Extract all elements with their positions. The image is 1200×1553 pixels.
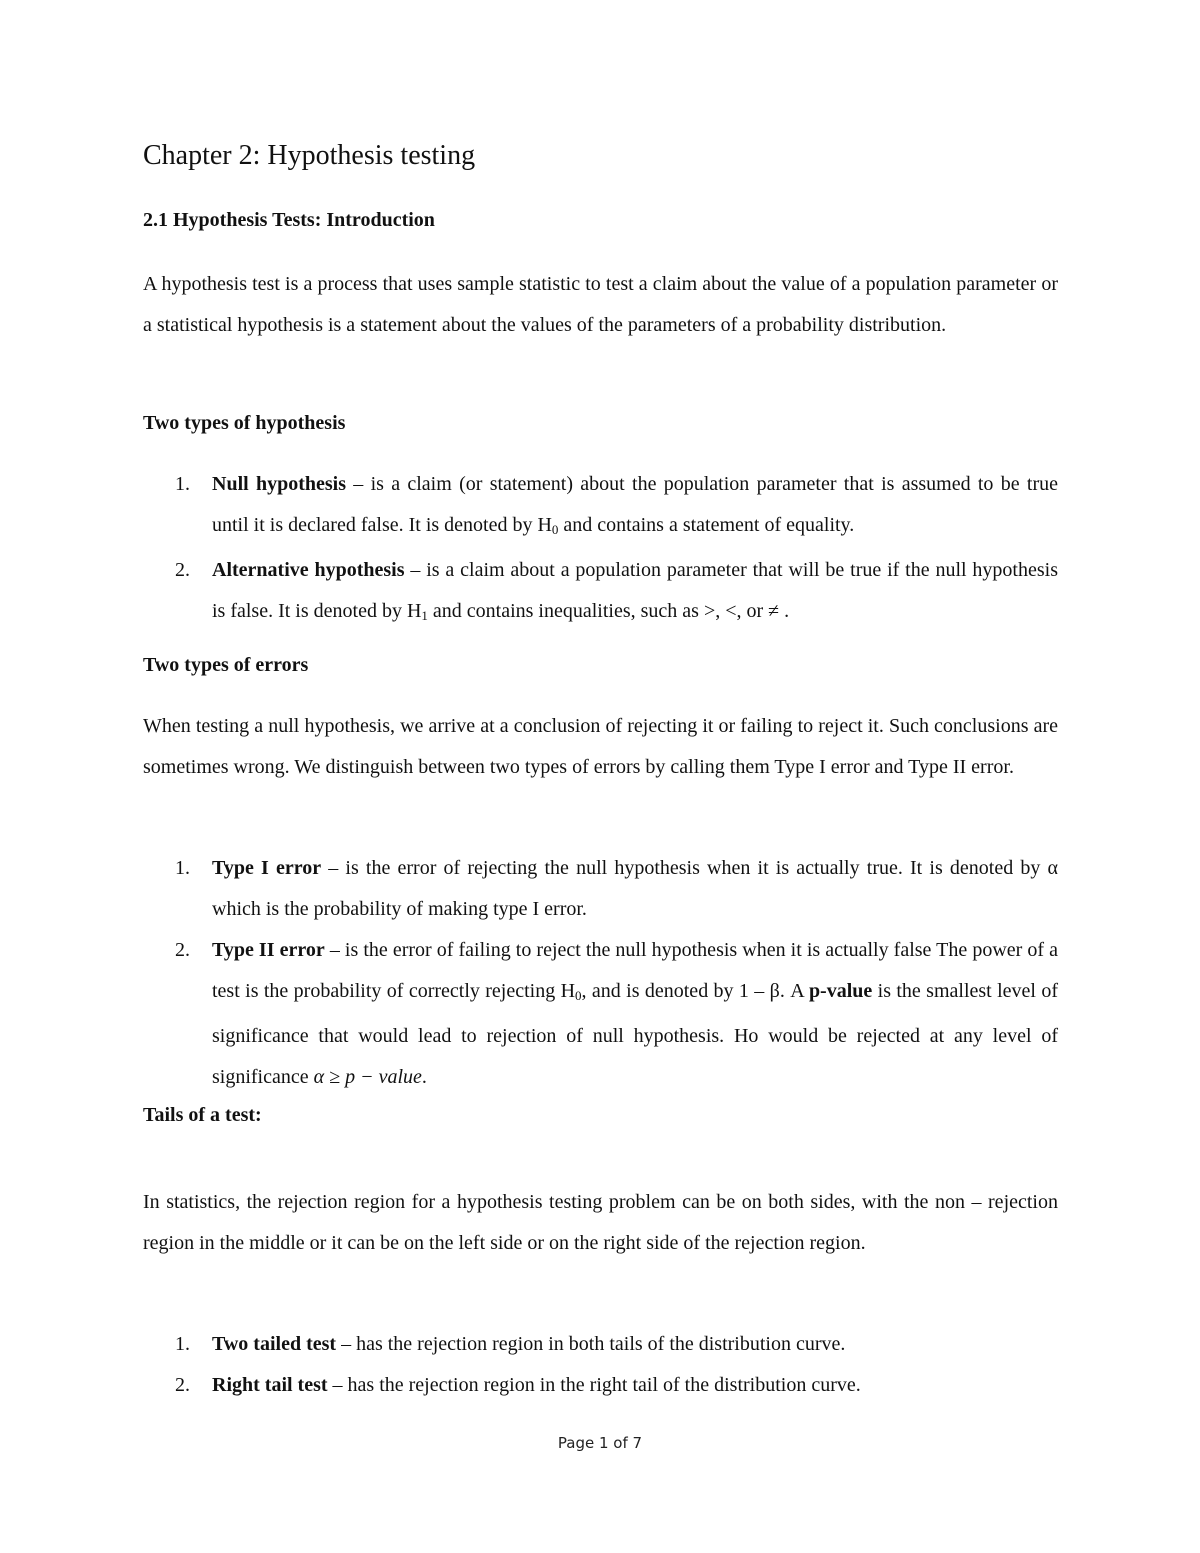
error-types-list bbox=[143, 848, 1058, 1098]
list-item bbox=[143, 1365, 1058, 1406]
subscript: 1 bbox=[421, 608, 428, 623]
hypothesis-types-list bbox=[143, 464, 1058, 636]
list-number: 2. bbox=[175, 939, 190, 961]
chapter-title: Chapter 2: Hypothesis testing bbox=[143, 140, 476, 171]
definition-text: and contains a statement of equality. bbox=[558, 514, 855, 536]
term-type-ii-error: Type II error bbox=[212, 939, 325, 961]
definition-text: – is the error of failing to reject the null hypothesis when it is actually false The power of a test is the probability of correctly rejecting H bbox=[212, 939, 1058, 1002]
math-expression: α ≥ p − value bbox=[313, 1066, 422, 1088]
definition-text: , and is denoted by 1 – β. A bbox=[581, 980, 809, 1002]
list-number: 1. bbox=[175, 857, 190, 879]
list-number: 2. bbox=[175, 559, 190, 581]
definition-text: . bbox=[421, 1066, 427, 1088]
term-p-value: p-value bbox=[808, 980, 873, 1002]
list-item bbox=[143, 464, 1058, 550]
definition-text: – is the error of rejecting the null hypothesis when it is actually true. It is denoted by α which is the probability of making type I error. bbox=[212, 857, 1058, 920]
tails-paragraph: In statistics, the rejection region for a hypothesis testing problem can be on both sides, with the non – rejection region in the middle or it can be on the left side or on the right side of the rejection region. bbox=[143, 1191, 1058, 1254]
errors-paragraph: When testing a null hypothesis, we arrive at a conclusion of rejecting it or failing to reject it. Such conclusions are sometimes wrong. We distinguish between two types of errors by calling them Type I error and Type II error. bbox=[143, 715, 1058, 778]
subscript: 0 bbox=[551, 522, 559, 537]
page-footer: Page 1 of 7 bbox=[557, 1434, 643, 1452]
definition-text: – has the rejection region in the right tail of the distribution curve. bbox=[327, 1374, 861, 1396]
definition-text: – has the rejection region in both tails of the distribution curve. bbox=[336, 1333, 846, 1355]
definition-text: is the smallest level of significance that would lead to rejection of null hypothesis. Ho would be rejected at any level of significance bbox=[212, 980, 1058, 1088]
list-item bbox=[143, 848, 1058, 930]
list-number: 2. bbox=[175, 1374, 190, 1396]
term-alternative-hypothesis: Alternative hypothesis bbox=[212, 559, 405, 581]
list-item bbox=[143, 550, 1058, 636]
hypothesis-types-heading: Two types of hypothesis bbox=[143, 412, 346, 434]
section-title: 2.1 Hypothesis Tests: Introduction bbox=[143, 209, 435, 231]
list-item bbox=[143, 930, 1058, 1098]
list-number: 1. bbox=[175, 1333, 190, 1355]
list-number: 1. bbox=[175, 473, 190, 495]
definition-text: and contains inequalities, such as >, <, or ≠ . bbox=[427, 600, 790, 622]
term-type-i-error: Type I error bbox=[212, 857, 322, 879]
tails-list bbox=[143, 1324, 1058, 1406]
subscript: 0 bbox=[575, 988, 582, 1003]
tails-heading: Tails of a test: bbox=[143, 1104, 262, 1126]
term-two-tailed-test: Two tailed test bbox=[212, 1333, 337, 1355]
definition-text: – is a claim about a population parameter that will be true if the null hypothesis is false. It is denoted by H bbox=[212, 559, 1058, 622]
definition-text: – is a claim (or statement) about the population parameter that is assumed to be true until it is declared false. It is denoted by H bbox=[212, 473, 1058, 536]
list-item bbox=[143, 1324, 1058, 1365]
error-types-heading: Two types of errors bbox=[143, 654, 309, 676]
term-null-hypothesis: Null hypothesis bbox=[212, 473, 346, 495]
term-right-tail-test: Right tail test bbox=[212, 1374, 328, 1396]
intro-paragraph: A hypothesis test is a process that uses sample statistic to test a claim about the value of a population parameter or a statistical hypothesis is a statement about the values of the parameters of a probability distribution. bbox=[143, 273, 1058, 336]
